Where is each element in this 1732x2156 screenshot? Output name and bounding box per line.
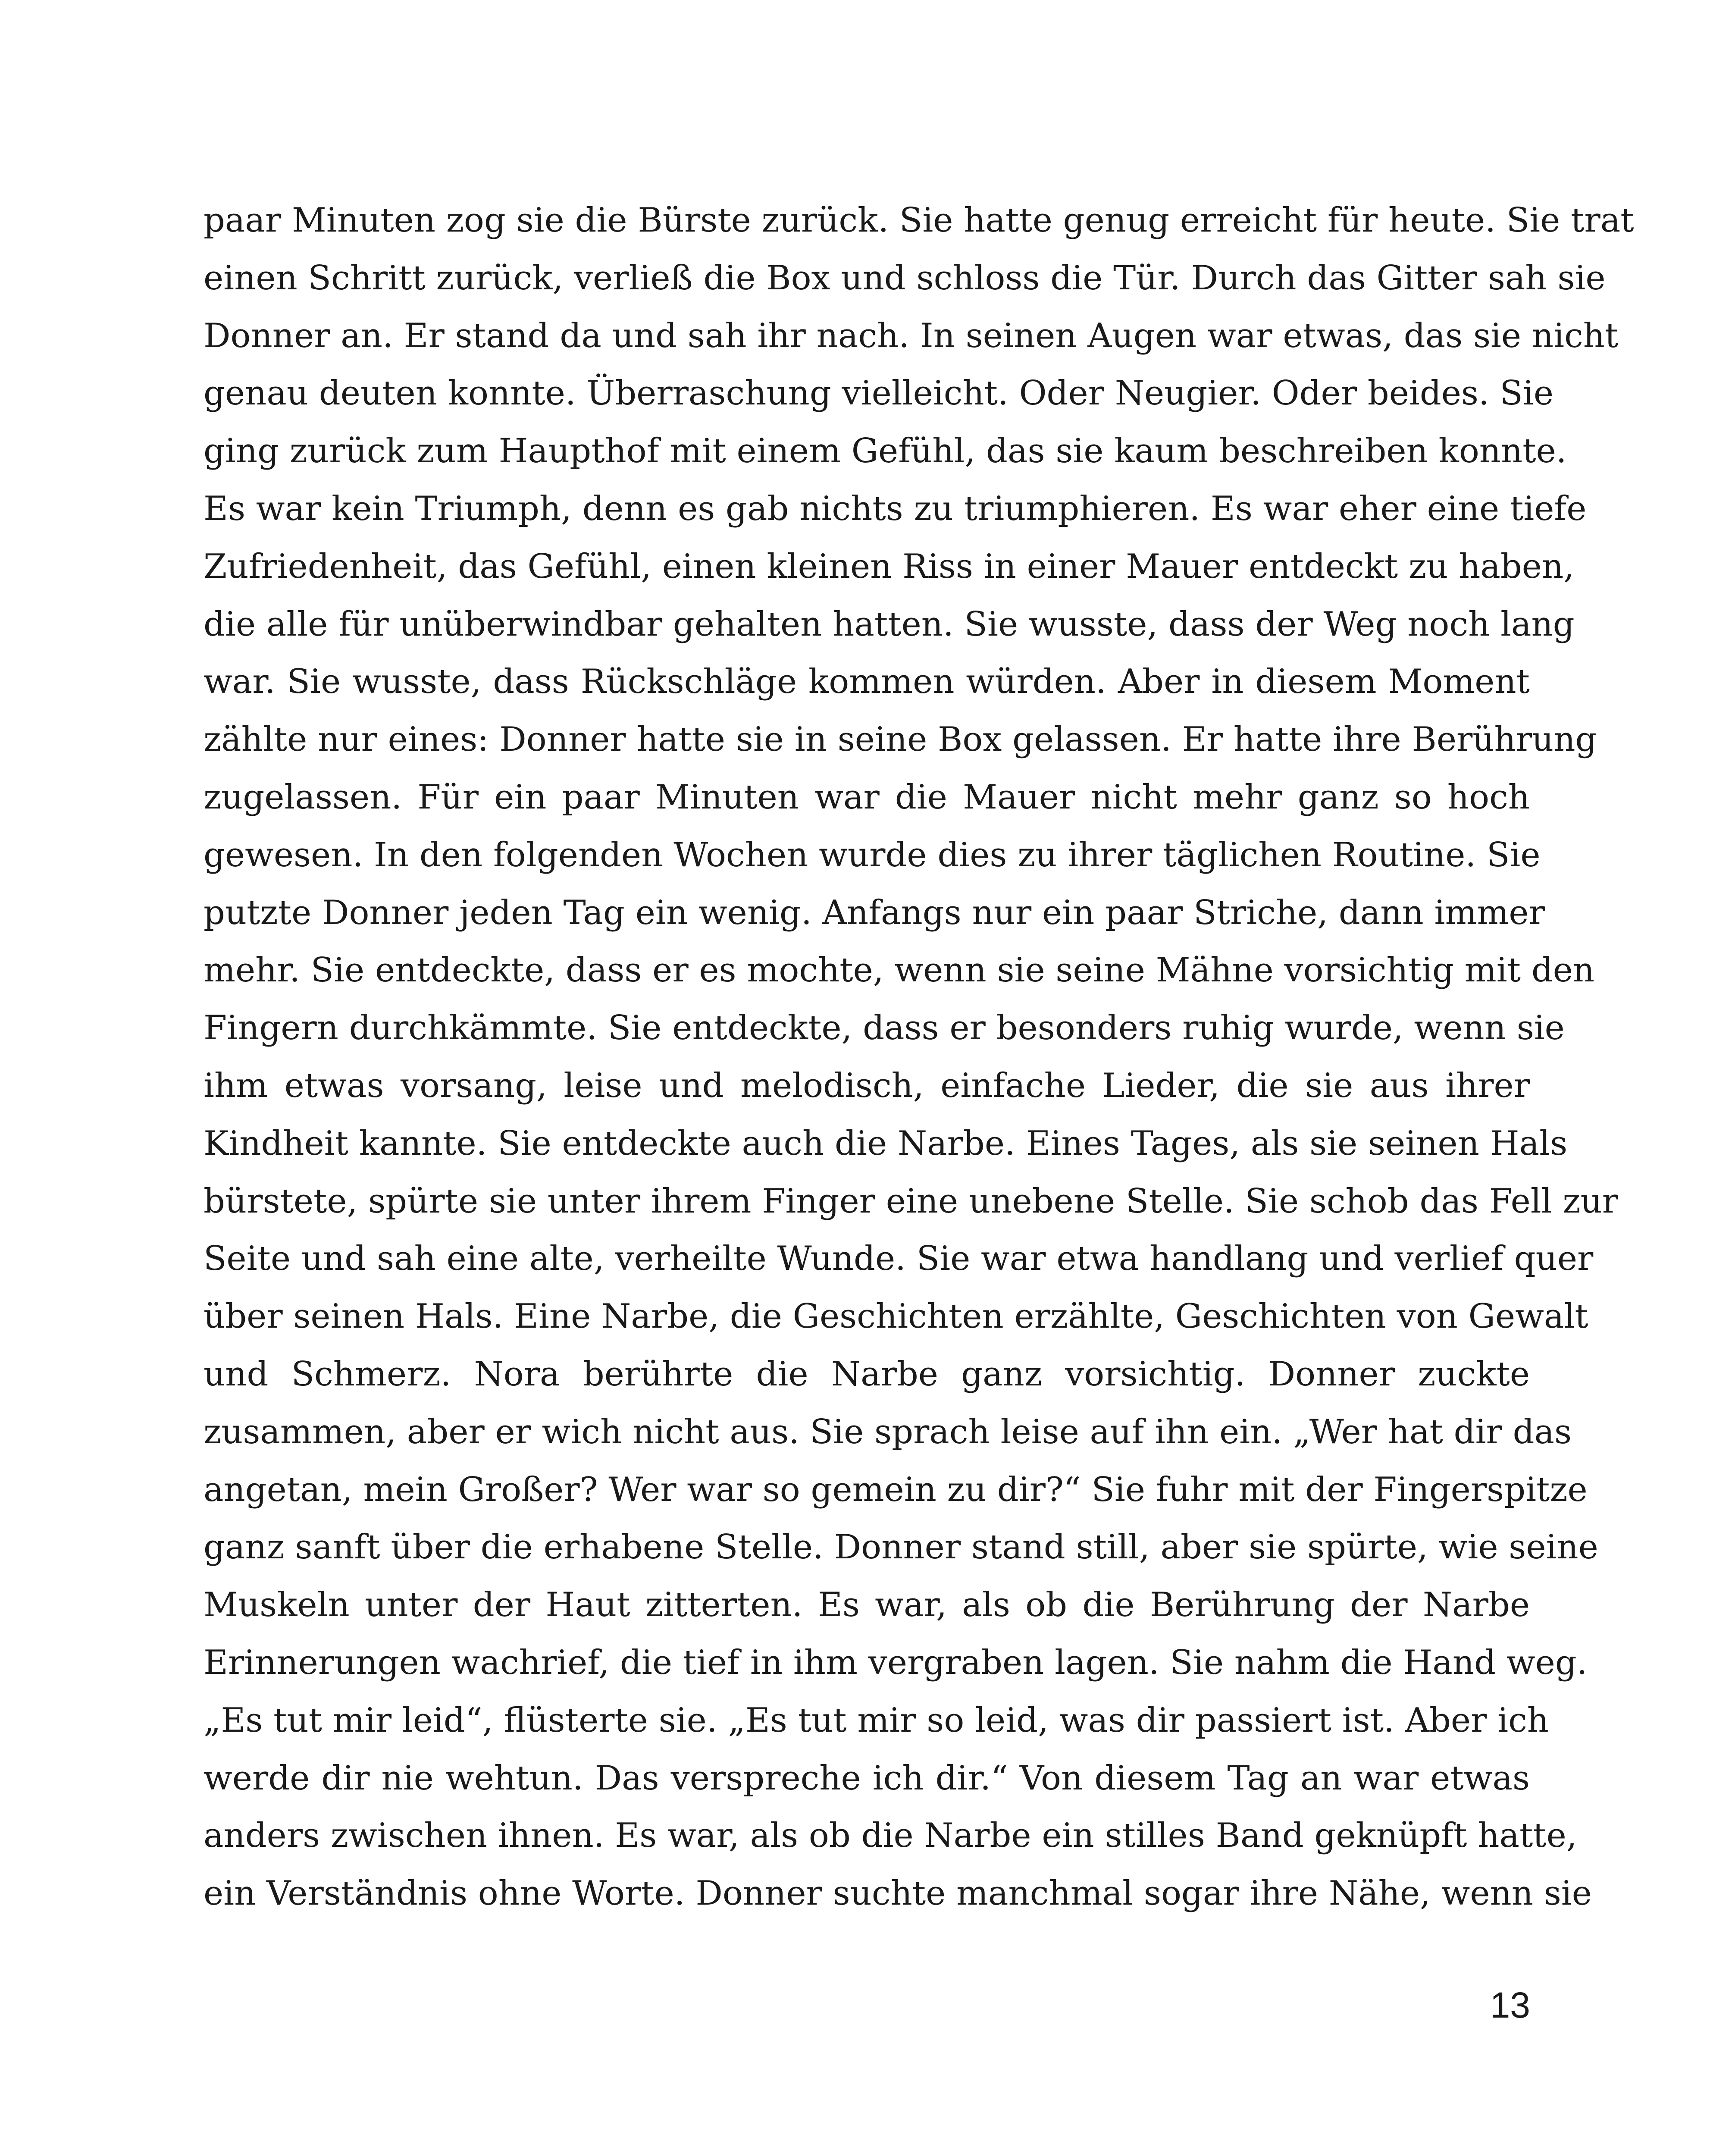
text-line: ihm etwas vorsang, leise und melodisch, einfache Lieder, die sie aus ihrer <box>204 1066 1530 1105</box>
text-line: Muskeln unter der Haut zitterten. Es war, als ob die Berührung der Narbe <box>204 1586 1530 1625</box>
body-text <box>204 192 1634 1923</box>
page-number: 13 <box>1490 1985 1530 2025</box>
text-line: werde dir nie wehtun. Das verspreche ich dir.“ Von diesem Tag an war etwas <box>204 1758 1530 1798</box>
text-line: anders zwischen ihnen. Es war, als ob die Narbe ein stilles Band geknüpft hatte, <box>204 1816 1577 1855</box>
text-line: gewesen. In den folgenden Wochen wurde dies zu ihrer täglichen Routine. Sie <box>204 835 1541 874</box>
text-line: ging zurück zum Haupthof mit einem Gefühl, das sie kaum beschreiben konnte. <box>204 432 1567 471</box>
text-line: über seinen Hals. Eine Narbe, die Geschichten erzählte, Geschichten von Gewalt <box>204 1297 1588 1336</box>
text-line: putzte Donner jeden Tag ein wenig. Anfangs nur ein paar Striche, dann immer <box>204 893 1545 932</box>
text-line: die alle für unüberwindbar gehalten hatten. Sie wusste, dass der Weg noch lang <box>204 605 1575 644</box>
text-line: Seite und sah eine alte, verheilte Wunde. Sie war etwa handlang und verlief quer <box>204 1239 1594 1279</box>
text-line: zugelassen. Für ein paar Minuten war die Mauer nicht mehr ganz so hoch <box>204 777 1530 817</box>
text-line: angetan, mein Großer? Wer war so gemein zu dir?“ Sie fuhr mit der Fingerspitze <box>204 1470 1588 1509</box>
text-line: zählte nur eines: Donner hatte sie in seine Box gelassen. Er hatte ihre Berührung <box>204 720 1597 759</box>
text-line: ein Verständnis ohne Worte. Donner suchte manchmal sogar ihre Nähe, wenn sie <box>204 1874 1592 1913</box>
text-line: war. Sie wusste, dass Rückschläge kommen würden. Aber in diesem Moment <box>204 662 1530 702</box>
text-line: mehr. Sie entdeckte, dass er es mochte, wenn sie seine Mähne vorsichtig mit den <box>204 951 1595 990</box>
text-line: Erinnerungen wachrief, die tief in ihm vergraben lagen. Sie nahm die Hand weg. <box>204 1643 1588 1682</box>
text-line: „Es tut mir leid“, flüsterte sie. „Es tut mir so leid, was dir passiert ist. Aber ich <box>204 1701 1549 1740</box>
text-line: und Schmerz. Nora berührte die Narbe ganz vorsichtig. Donner zuckte <box>204 1354 1530 1394</box>
text-line: genau deuten konnte. Überraschung vielleicht. Oder Neugier. Oder beides. Sie <box>204 374 1554 413</box>
text-line: bürstete, spürte sie unter ihrem Finger eine unebene Stelle. Sie schob das Fell zur <box>204 1181 1619 1221</box>
text-line: zusammen, aber er wich nicht aus. Sie sprach leise auf ihn ein. „Wer hat dir das <box>204 1412 1572 1451</box>
text-line: einen Schritt zurück, verließ die Box und schloss die Tür. Durch das Gitter sah sie <box>204 258 1606 298</box>
text-line: Fingern durchkämmte. Sie entdeckte, dass er besonders ruhig wurde, wenn sie <box>204 1009 1565 1048</box>
text-line: Es war kein Triumph, denn es gab nichts zu triumphieren. Es war eher eine tiefe <box>204 489 1587 528</box>
text-line: Kindheit kannte. Sie entdeckte auch die Narbe. Eines Tages, als sie seinen Hals <box>204 1124 1568 1163</box>
text-line: paar Minuten zog sie die Bürste zurück. Sie hatte genug erreicht für heute. Sie trat <box>204 201 1634 240</box>
text-line: Zufriedenheit, das Gefühl, einen kleinen Riss in einer Mauer entdeckt zu haben, <box>204 547 1574 586</box>
text-line: Donner an. Er stand da und sah ihr nach. In seinen Augen war etwas, das sie nicht <box>204 316 1619 355</box>
text-line: ganz sanft über die erhabene Stelle. Donner stand still, aber sie spürte, wie seine <box>204 1528 1598 1567</box>
